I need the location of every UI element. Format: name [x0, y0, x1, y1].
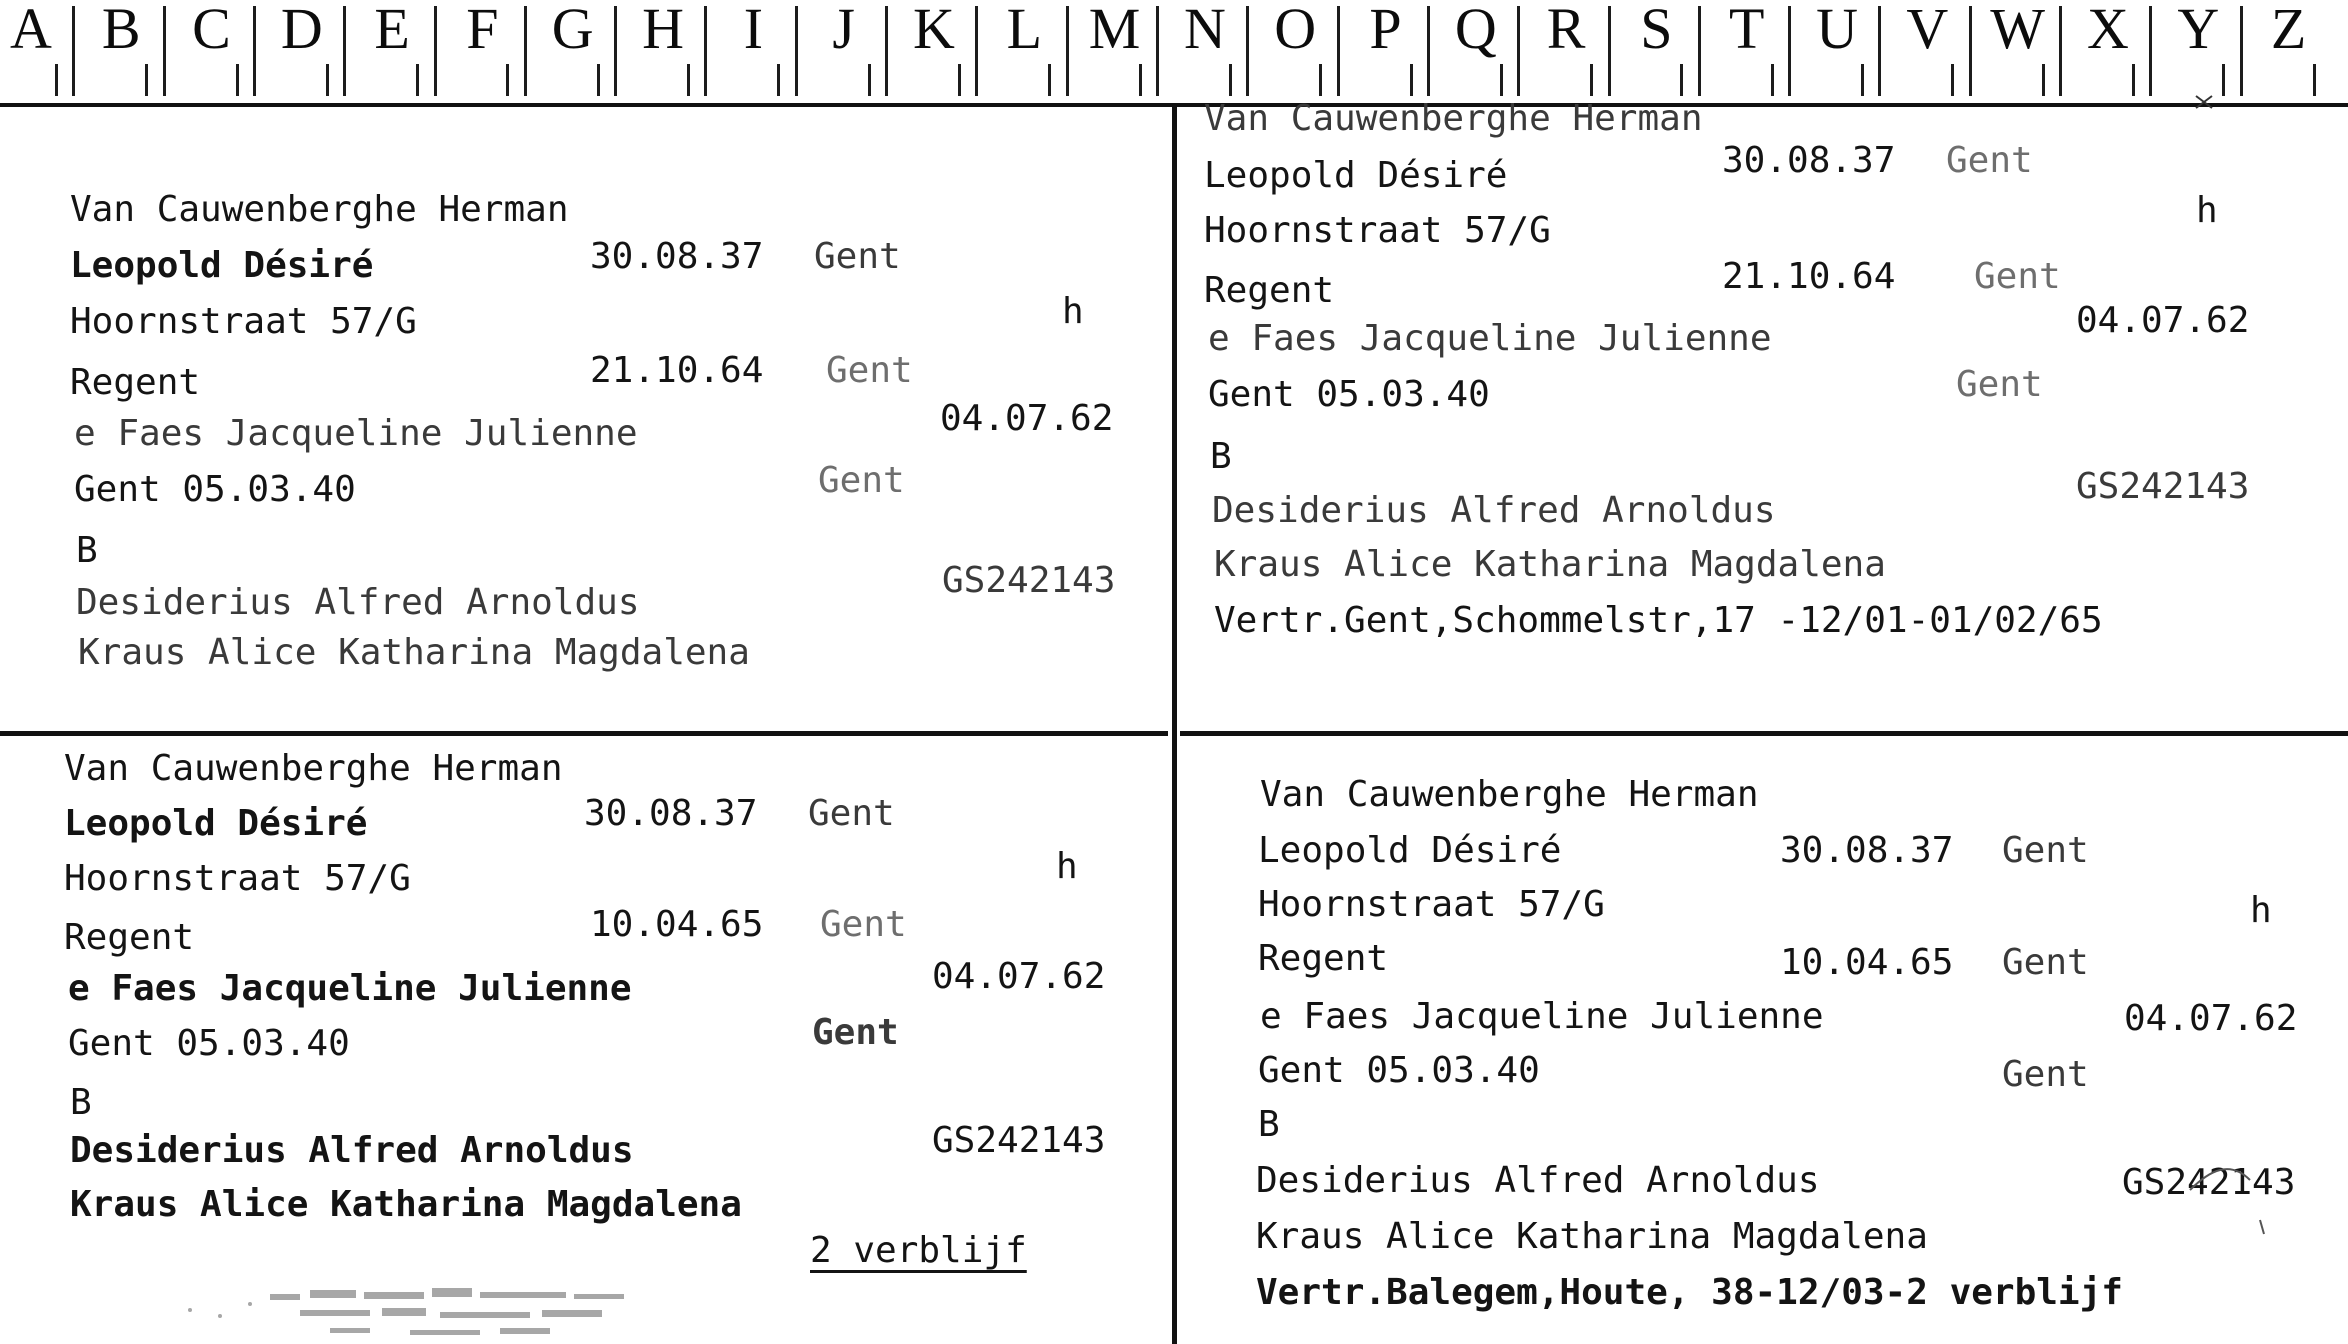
card-registration-place: Gent — [1974, 256, 2061, 297]
card-given-names: Leopold Désiré — [70, 245, 374, 286]
card-spouse-birth: Gent 05.03.40 — [68, 1023, 350, 1064]
ruler-minor-tick — [236, 64, 239, 96]
card-nationality: B — [1210, 436, 1232, 477]
ruler-letter-i: I — [743, 0, 764, 61]
ruler-minor-tick — [55, 64, 58, 96]
ruler-minor-tick — [958, 64, 961, 96]
ruler-letter-l: L — [1006, 0, 1042, 61]
card-id-number: GS242143 — [932, 1120, 1106, 1161]
horizontal-divider-right — [1180, 731, 2348, 736]
card-registration-date: 21.10.64 — [590, 350, 764, 391]
ruler-letter-z: Z — [2270, 0, 2307, 61]
ruler-tick — [885, 6, 888, 96]
ruler-letter-g: G — [551, 0, 594, 61]
ruler-tick — [1066, 6, 1069, 96]
card-given-names: Leopold Désiré — [1258, 830, 1562, 871]
ruler-minor-tick — [1319, 64, 1322, 96]
card-mother: Kraus Alice Katharina Magdalena — [70, 1184, 742, 1225]
ruler-letter-y: Y — [2177, 0, 2220, 61]
card-spouse-place: Gent — [812, 1012, 899, 1053]
card-birth-date: 30.08.37 — [590, 236, 764, 277]
card-address: Hoornstraat 57/G — [1258, 884, 1605, 925]
ruler-tick — [1608, 6, 1611, 96]
ruler-minor-tick — [1951, 64, 1954, 96]
ruler-letter-u: U — [1816, 0, 1858, 61]
card-sex: h — [1056, 846, 1078, 887]
card-residence-note: 2 verblijf — [810, 1230, 1027, 1271]
ruler-letter-b: B — [101, 0, 141, 61]
card-nationality: B — [1258, 1104, 1280, 1145]
ruler-tick — [704, 6, 707, 96]
card-spouse-birth: Gent 05.03.40 — [1208, 374, 1490, 415]
card-registration-date: 10.04.65 — [1780, 942, 1954, 983]
ruler-tick — [1156, 6, 1159, 96]
ruler-minor-tick — [2313, 64, 2316, 96]
ruler-tick — [1698, 6, 1701, 96]
ruler-tick — [253, 6, 256, 96]
ruler-minor-tick — [687, 64, 690, 96]
ruler-letter-s: S — [1640, 0, 1673, 61]
ruler-letter-m: M — [1088, 0, 1141, 61]
ruler-minor-tick — [1771, 64, 1774, 96]
horizontal-divider-left — [0, 731, 1168, 736]
ruler-minor-tick — [1229, 64, 1232, 96]
card-birth-place: Gent — [814, 236, 901, 277]
card-registration-place: Gent — [2002, 942, 2089, 983]
card-father: Desiderius Alfred Arnoldus — [1212, 490, 1776, 531]
card-marriage-date: 04.07.62 — [2076, 300, 2250, 341]
ruler-letter-o: O — [1274, 0, 1317, 61]
card-sex: h — [1062, 291, 1084, 332]
card-registration-date: 21.10.64 — [1722, 256, 1896, 297]
ruler-tick — [1788, 6, 1791, 96]
ruler-minor-tick — [868, 64, 871, 96]
card-marriage-date: 04.07.62 — [2124, 998, 2298, 1039]
card-nationality: B — [70, 1082, 92, 1123]
card-name: Van Cauwenberghe Herman — [70, 189, 569, 230]
ruler-tick — [1427, 6, 1430, 96]
card-id-number: GS242143 — [2122, 1162, 2296, 1203]
ruler-letter-f: F — [466, 0, 499, 61]
card-name: Van Cauwenberghe Herman — [1204, 98, 1703, 139]
ruler-letter-p: P — [1369, 0, 1402, 61]
ruler-letter-r: R — [1546, 0, 1586, 61]
card-marriage-date: 04.07.62 — [940, 398, 1114, 439]
ruler-minor-tick — [1410, 64, 1413, 96]
card-id-number: GS242143 — [2076, 466, 2250, 507]
ruler-letter-w: W — [1990, 0, 2046, 61]
ruler-minor-tick — [326, 64, 329, 96]
ruler-minor-tick — [1590, 64, 1593, 96]
card-spouse-place: Gent — [818, 460, 905, 501]
ruler-minor-tick — [777, 64, 780, 96]
card-departure: Vertr.Balegem,Houte, 38-12/03-2 verblijf — [1256, 1272, 2123, 1313]
card-registration-place: Gent — [820, 904, 907, 945]
ruler-minor-tick — [145, 64, 148, 96]
ruler-letter-h: H — [642, 0, 684, 61]
card-address: Hoornstraat 57/G — [70, 301, 417, 342]
ruler-letter-n: N — [1183, 0, 1226, 61]
ruler-tick — [343, 6, 346, 96]
ruler-tick — [795, 6, 798, 96]
ruler-tick — [1517, 6, 1520, 96]
card-birth-date: 30.08.37 — [1722, 140, 1896, 181]
ruler-tick — [614, 6, 617, 96]
card-occupation: Regent — [1258, 938, 1389, 979]
ruler-tick — [975, 6, 978, 96]
ruler-letter-t: T — [1729, 0, 1765, 61]
ruler-letter-e: E — [374, 0, 410, 61]
card-address: Hoornstraat 57/G — [1204, 210, 1551, 251]
ruler-tick — [72, 6, 75, 96]
card-registration-place: Gent — [826, 350, 913, 391]
ruler-minor-tick — [1861, 64, 1864, 96]
ruler-letter-a: A — [9, 0, 52, 61]
card-spouse: e Faes Jacqueline Julienne — [1208, 318, 1772, 359]
card-nationality: B — [76, 530, 98, 571]
card-id-number: GS242143 — [942, 560, 1116, 601]
card-address: Hoornstraat 57/G — [64, 858, 411, 899]
ruler-tick — [2059, 6, 2062, 96]
ruler-letter-x: X — [2087, 0, 2129, 61]
ruler-minor-tick — [2042, 64, 2045, 96]
alphabet-ruler — [0, 0, 2348, 106]
ruler-minor-tick — [597, 64, 600, 96]
card-registration-date: 10.04.65 — [590, 904, 764, 945]
card-birth-date: 30.08.37 — [584, 793, 758, 834]
card-marriage-date: 04.07.62 — [932, 956, 1106, 997]
card-mother: Kraus Alice Katharina Magdalena — [1214, 544, 1886, 585]
card-father: Desiderius Alfred Arnoldus — [1256, 1160, 1820, 1201]
pen-stroke-mark — [2170, 1150, 2290, 1240]
card-given-names: Leopold Désiré — [1204, 155, 1508, 196]
card-mother: Kraus Alice Katharina Magdalena — [78, 632, 750, 673]
card-occupation: Regent — [70, 362, 201, 403]
ruler-minor-tick — [1500, 64, 1503, 96]
card-departure: Vertr.Gent,Schommelstr,17 -12/01-01/02/65 — [1214, 600, 2103, 641]
card-spouse: e Faes Jacqueline Julienne — [68, 968, 632, 1009]
ruler-letter-j: J — [832, 0, 855, 61]
ruler-letter-q: Q — [1454, 0, 1497, 61]
card-birth-place: Gent — [2002, 830, 2089, 871]
card-father: Desiderius Alfred Arnoldus — [76, 582, 640, 623]
ruler-tick — [2240, 6, 2243, 96]
vertical-divider — [1172, 107, 1177, 1344]
ruler-minor-tick — [506, 64, 509, 96]
ruler-minor-tick — [1680, 64, 1683, 96]
faded-stamp-mark — [150, 1280, 740, 1344]
card-spouse-place: Gent — [1956, 364, 2043, 405]
card-name: Van Cauwenberghe Herman — [1260, 774, 1759, 815]
ruler-letter-k: K — [913, 0, 955, 61]
ruler-tick — [163, 6, 166, 96]
ruler-tick — [1878, 6, 1881, 96]
ruler-minor-tick — [2222, 64, 2225, 96]
card-birth-place: Gent — [1946, 140, 2033, 181]
ruler-minor-tick — [416, 64, 419, 96]
ruler-letter-v: V — [1906, 0, 1949, 61]
card-birth-place: Gent — [808, 793, 895, 834]
card-sex: h — [2250, 890, 2272, 931]
card-given-names: Leopold Désiré — [64, 803, 368, 844]
ruler-letter-d: D — [280, 0, 323, 61]
card-spouse: e Faes Jacqueline Julienne — [74, 413, 638, 454]
card-name: Van Cauwenberghe Herman — [64, 748, 563, 789]
card-father: Desiderius Alfred Arnoldus — [70, 1130, 634, 1171]
ruler-tick — [524, 6, 527, 96]
card-birth-date: 30.08.37 — [1780, 830, 1954, 871]
card-spouse-place: Gent — [2002, 1054, 2089, 1095]
ruler-tick — [1337, 6, 1340, 96]
ruler-tick — [434, 6, 437, 96]
ruler-minor-tick — [2132, 64, 2135, 96]
ruler-tick — [1246, 6, 1249, 96]
ruler-minor-tick — [1048, 64, 1051, 96]
small-cross-mark — [2192, 92, 2216, 112]
card-occupation: Regent — [1204, 270, 1335, 311]
card-spouse-birth: Gent 05.03.40 — [74, 469, 356, 510]
ruler-tick — [1969, 6, 1972, 96]
card-spouse-birth: Gent 05.03.40 — [1258, 1050, 1540, 1091]
ruler-tick — [2149, 6, 2152, 96]
ruler-letter-c: C — [192, 0, 231, 61]
card-spouse: e Faes Jacqueline Julienne — [1260, 996, 1824, 1037]
card-occupation: Regent — [64, 917, 195, 958]
card-mother: Kraus Alice Katharina Magdalena — [1256, 1216, 1928, 1257]
ruler-minor-tick — [1139, 64, 1142, 96]
card-sex: h — [2196, 190, 2218, 231]
